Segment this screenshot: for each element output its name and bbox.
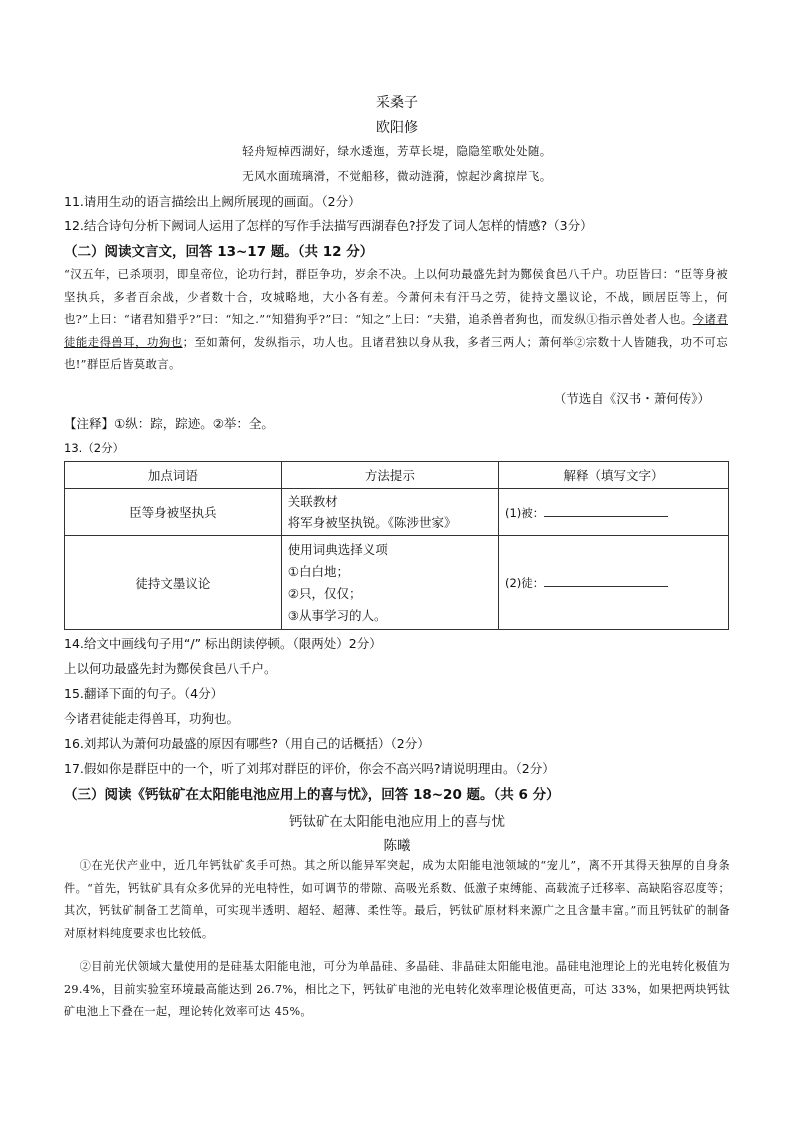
table-row (65, 489, 729, 536)
answer-label: (1)被： (504, 505, 545, 520)
answer-label: (2)徒： (504, 576, 545, 590)
question-11: 11.请用生动的语言描绘出上阙所展现的画面。（2分） (64, 194, 361, 209)
underlined-sentence: 今诸君徒能走得兽耳，功狗也 (64, 312, 728, 349)
article-title: 钙钛矿在太阳能电池应用上的喜与忧 (289, 814, 505, 830)
table-cell-word: 徒持文墨议论 (65, 536, 282, 630)
hint-line: 关联教材 (287, 494, 338, 509)
question-14-sentence: 上以何功最盛先封为酂侯食邑八千户。 (64, 661, 277, 676)
table-cell-hint (281, 489, 498, 536)
hint-line: ②只，仅仅； (287, 585, 362, 601)
poem-line-2: 无风水面琉璃滑，不觉船移，微动涟漪，惊起沙禽掠岸飞。 (242, 169, 552, 183)
answer-blank[interactable] (544, 574, 668, 587)
answer-blank[interactable] (544, 504, 668, 517)
vocab-table (64, 461, 729, 630)
poem-author: 欧阳修 (376, 120, 418, 136)
hint-line: ③从事学习的人。 (287, 607, 387, 623)
table-cell-word: 臣等身被坚执兵 (65, 489, 282, 536)
poem-line-1: 轻舟短棹西湖好，绿水逶迤，芳草长堤，隐隐笙歌处处随。 (242, 144, 552, 158)
hint-line: 使用词典选择义项 (287, 541, 388, 557)
question-13-label: 13.（2分） (64, 441, 125, 455)
passage-part-1: “汉五年，已杀项羽，即皇帝位，论功行封，群臣争功，岁余不决。上以何功最盛先封为酂侯食邑八千户。功臣皆曰：“臣等身被坚执兵，多者百余战，少者数十合，攻城略地，大小各有差。今萧何未有汗马之劳，徒持文墨议论，不战，顾居臣等上，何也?”上曰：“诸君知猎乎?”曰：“知之.”“知猎狗乎?”曰：“知之”上曰：“夫猎，追杀兽者狗也，而发纵①指示兽处者人也。 (64, 267, 728, 326)
passage-part-2: ；至如萧何，发纵指示，功人也。且诸君独以身从我，多者三两人；萧何举②宗数十人皆随我，功不可忘也!”群臣后皆莫敢言。 (64, 334, 728, 371)
table-header: 解释（填写文字） (498, 462, 728, 489)
question-15-sentence: 今诸君徒能走得兽耳，功狗也。 (64, 711, 240, 726)
article-author: 陈曦 (383, 838, 411, 854)
table-cell-answer (498, 536, 728, 630)
poem-title: 采桑子 (376, 95, 418, 111)
table-header-row (65, 462, 729, 489)
article-paragraph-1: ①在光伏产业中，近几年钙钛矿炙手可热。其之所以能异军突起，成为太阳能电池领域的“宠儿”，离不开其得天独厚的自身条件。“首先，钙钛矿具有众多优异的光电特性，如可调节的带隙、高吸光系数、低激子束缚能、高载流子迁移率、高缺陷容忍度等；其次，钙钛矿制备工艺简单，可实现半透明、超轻、超薄、柔性等。最后，钙钛矿原材料来源广之且含量丰富。”而且钙钛矿的制备对原材料纯度要求也比较低。 (64, 859, 730, 940)
table-header: 加点词语 (65, 462, 282, 489)
table-cell-answer (498, 489, 728, 536)
annotation-notes: 【注释】①纵：踪，踪迹。②举：全。 (64, 416, 274, 431)
question-17: 17.假如你是群臣中的一个，听了刘邦对群臣的评价，你会不高兴吗?请说明理由。（2分） (64, 761, 555, 776)
section-2-heading: （二）阅读文言文，回答 13~17 题。（共 12 分） (64, 244, 374, 260)
article-paragraph-2: ②目前光伏领域大量使用的是硅基太阳能电池，可分为单晶硅、多晶硅、非晶硅太阳能电池。晶硅电池理论上的光电转化极值为 29.4%，目前实验室环境最高能达到 26.7%，相比之下，钙钛矿电池的光电转化效率理论极值更高，可达 33%，如果把两块钙钛矿电池上下叠在一起，理论转化效率可达 45%。 (64, 960, 730, 1018)
question-14: 14.给文中画线句子用“/” 标出朗读停顿。（限两处）2分） (64, 636, 382, 651)
passage-source: （节选自《汉书・萧何传》） (553, 391, 710, 406)
table-header: 方法提示 (281, 462, 498, 489)
table-cell-hint (281, 536, 498, 630)
hint-line: 将军身被坚执锐。《陈涉世家》 (287, 515, 457, 530)
question-12: 12.结合诗句分析下阙词人运用了怎样的写作手法描写西湖春色?抒发了词人怎样的情感?（3分） (64, 218, 593, 233)
table-row (65, 536, 729, 630)
hint-line: ①白白地； (287, 563, 350, 579)
question-15: 15.翻译下面的句子。（4分） (64, 686, 224, 701)
section-3-heading: （三）阅读《钙钛矿在太阳能电池应用上的喜与忧》，回答 18~20 题。（共 6 分） (64, 787, 560, 803)
classical-passage (64, 263, 728, 376)
question-16: 16.刘邦认为萧何功最盛的原因有哪些?（用自己的话概括）（2分） (64, 736, 430, 751)
